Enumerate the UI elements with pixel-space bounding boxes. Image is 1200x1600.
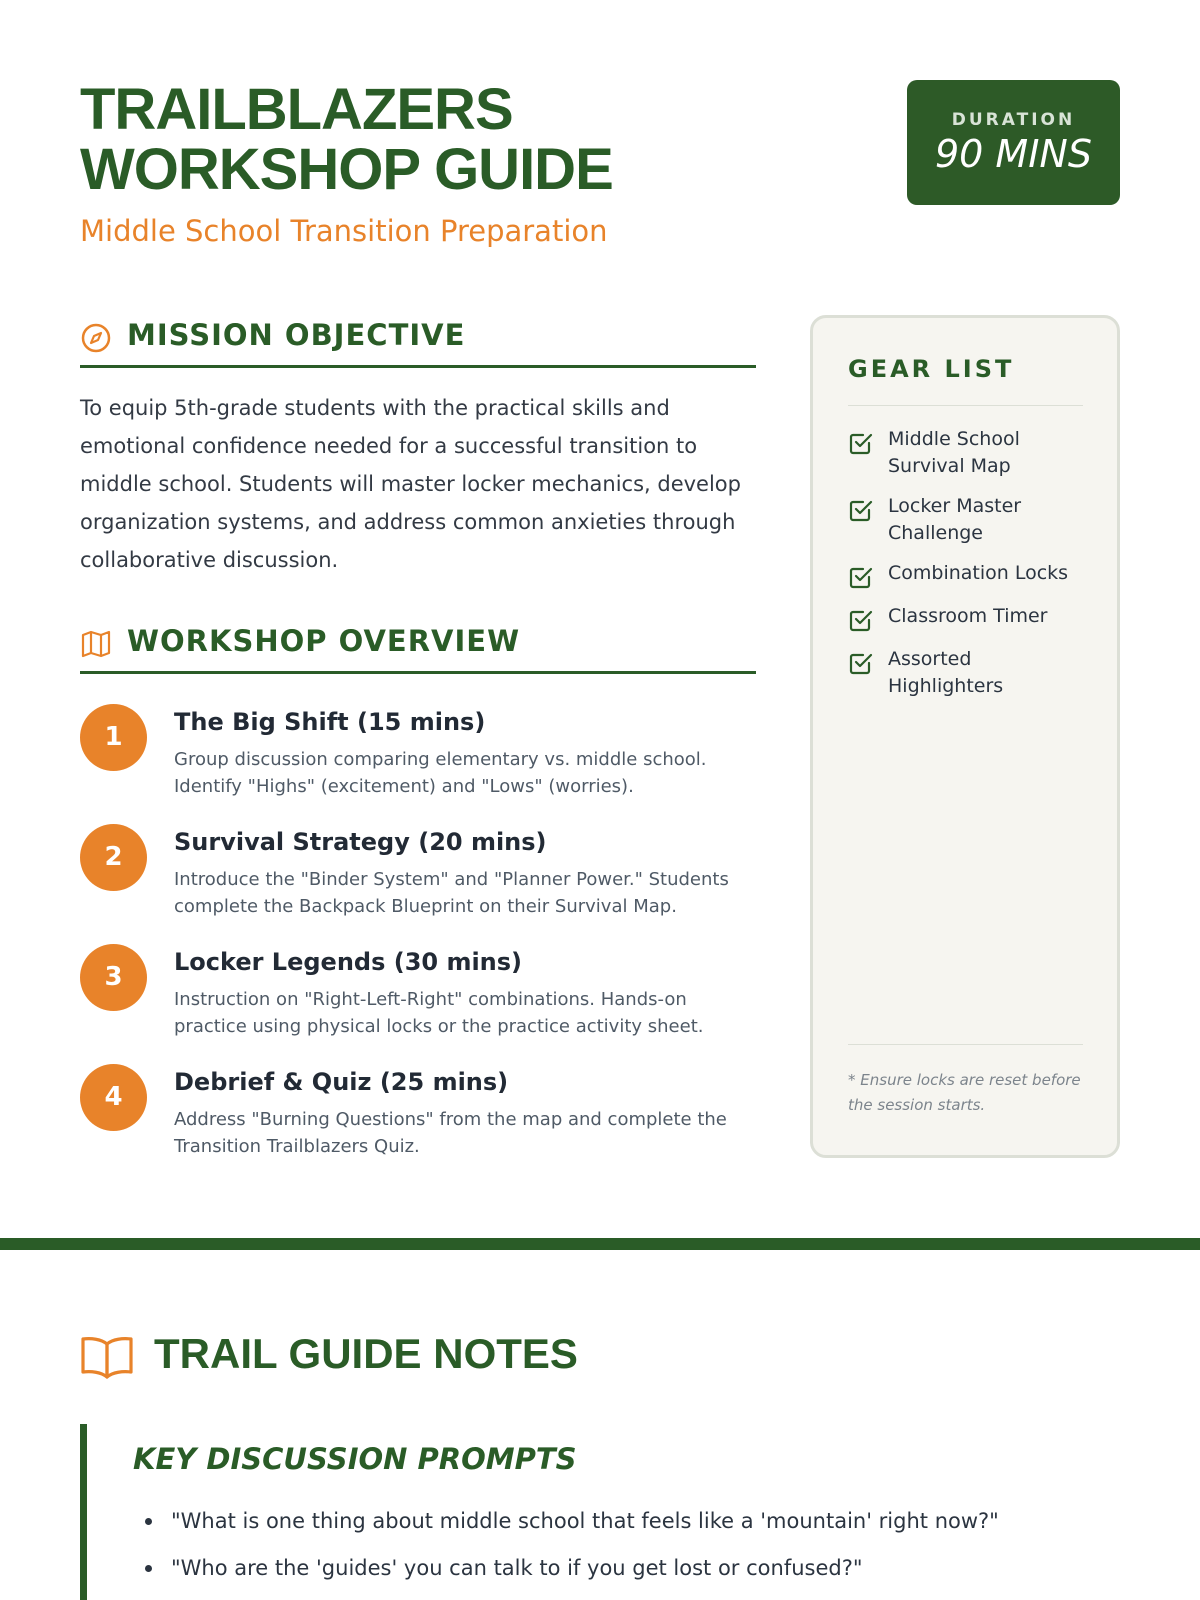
book-open-icon bbox=[80, 1334, 134, 1380]
overview-heading: WORKSHOP OVERVIEW bbox=[127, 624, 521, 658]
overview-section-header bbox=[80, 624, 756, 674]
compass-icon bbox=[80, 322, 112, 354]
gear-item-label: Combination Locks bbox=[888, 562, 1069, 584]
step-title: Locker Legends (30 mins) bbox=[174, 948, 523, 976]
gear-divider bbox=[848, 405, 1083, 406]
page-title bbox=[80, 77, 780, 202]
gear-item-label: Middle School Survival Map bbox=[888, 428, 1020, 477]
step-description: Instruction on "Right-Left-Right" combinations. Hands-on practice using physical locks or the practice activity sheet. bbox=[174, 989, 704, 1037]
discussion-prompts-block bbox=[80, 1424, 1120, 1600]
step-description: Introduce the "Binder System" and "Planner Power." Students complete the Backpack Blueprint on their Survival Map. bbox=[174, 869, 729, 917]
gear-note: * Ensure locks are reset before the session starts. bbox=[848, 1071, 1081, 1114]
overview-step bbox=[80, 704, 756, 804]
prompt-item: "Who are the 'guides' you can talk to if you get lost or confused?" bbox=[133, 1545, 999, 1592]
page-subtitle: Middle School Transition Preparation bbox=[80, 214, 608, 248]
step-number: 1 bbox=[80, 704, 147, 771]
overview-step bbox=[80, 824, 756, 924]
page-divider bbox=[0, 1238, 1200, 1250]
mission-text: To equip 5th-grade students with the practical skills and emotional confidence needed for a successful transition to middle school. Students will master locker mechanics, develop organization systems, and address common anxieties through collaborative discussion. bbox=[80, 396, 741, 572]
gear-divider bbox=[848, 1044, 1083, 1045]
step-number: 4 bbox=[80, 1064, 147, 1131]
step-number: 2 bbox=[80, 824, 147, 891]
checkbox-checked-icon bbox=[848, 564, 874, 590]
checkbox-checked-icon bbox=[848, 430, 874, 456]
step-title: Survival Strategy (20 mins) bbox=[174, 828, 547, 856]
duration-value: 90 MINS bbox=[935, 132, 1092, 176]
prompt-item: "What is one thing about middle school that feels like a 'mountain' right now?" bbox=[133, 1498, 999, 1545]
duration-label: DURATION bbox=[951, 110, 1076, 130]
overview-step bbox=[80, 1064, 756, 1164]
duration-badge bbox=[907, 80, 1120, 205]
gear-list-heading: GEAR LIST bbox=[848, 355, 1015, 383]
overview-step bbox=[80, 944, 756, 1044]
step-title: Debrief & Quiz (25 mins) bbox=[174, 1068, 509, 1096]
checkbox-checked-icon bbox=[848, 497, 874, 523]
step-number: 3 bbox=[80, 944, 147, 1011]
title-line-2: WORKSHOP GUIDE bbox=[80, 137, 613, 202]
checkbox-checked-icon bbox=[848, 650, 874, 676]
gear-item-label: Locker Master Challenge bbox=[888, 495, 1022, 544]
gear-item-label: Assorted Highlighters bbox=[888, 648, 1004, 697]
checkbox-checked-icon bbox=[848, 607, 874, 633]
step-title: The Big Shift (15 mins) bbox=[174, 708, 486, 736]
prompts-list bbox=[133, 1498, 999, 1592]
step-description: Group discussion comparing elementary vs. middle school. Identify "Highs" (excitement) and "Lows" (worries). bbox=[174, 749, 707, 797]
mission-heading: MISSION OBJECTIVE bbox=[127, 318, 466, 352]
step-description: Address "Burning Questions" from the map and complete the Transition Trailblazers Quiz. bbox=[174, 1109, 727, 1157]
title-line-1: TRAILBLAZERS bbox=[80, 77, 513, 142]
gear-item-label: Classroom Timer bbox=[888, 605, 1048, 627]
mission-section-header bbox=[80, 318, 756, 368]
prompts-heading: KEY DISCUSSION PROMPTS bbox=[133, 1442, 577, 1476]
map-icon bbox=[80, 628, 112, 660]
gear-list-panel bbox=[810, 315, 1120, 1158]
notes-heading: TRAIL GUIDE NOTES bbox=[154, 1330, 578, 1377]
